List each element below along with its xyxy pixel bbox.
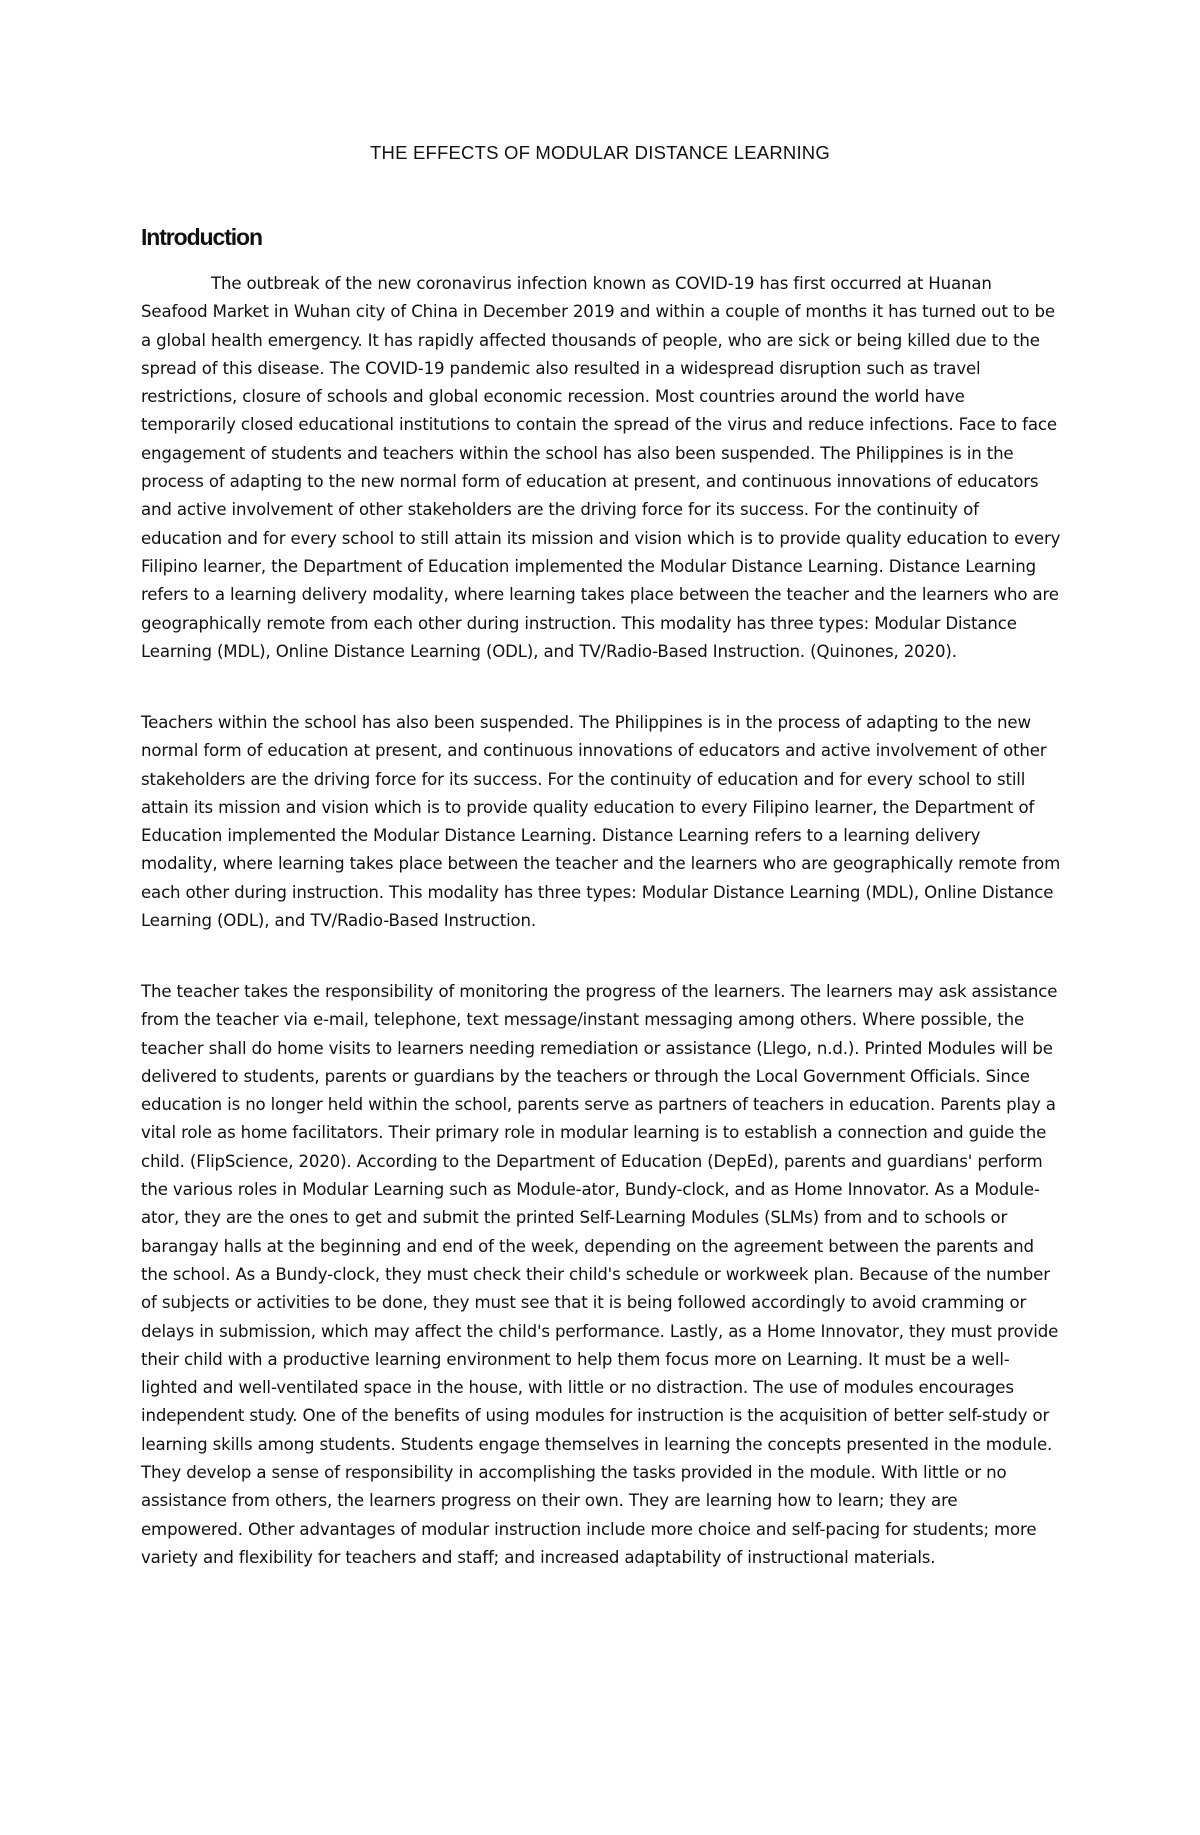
document-title: THE EFFECTS OF MODULAR DISTANCE LEARNING [370, 142, 830, 163]
paragraph-3: The teacher takes the responsibility of monitoring the progress of the learners. The learners may ask assistance from the teacher via e-mail, telephone, text message/instant messaging among others. Where possible, the teacher shall do home visits to learners needing remediation or assistance (Llego, n.d.). Printed Modules will be delivered to students, parents or guardians by the teachers or through the Local Government Officials. Since education is no longer held within the school, parents serve as partners of teachers in education. Parents play a vital role as home facilitators. Their primary role in modular learning is to establish a connection and guide the child. (FlipScience, 2020). According to the Department of Education (DepEd), parents and guardians' perform the various roles in Modular Learning such as Module-ator, Bundy-clock, and as Home Innovator. As a Module-ator, they are the ones to get and submit the printed Self-Learning Modules (SLMs) from and to schools or barangay halls at the beginning and end of the week, depending on the agreement between the parents and the school. As a Bundy-clock, they must check their child's schedule or workweek plan. Because of the number of subjects or activities to be done, they must see that it is being followed accordingly to avoid cramming or delays in submission, which may affect the child's performance. Lastly, as a Home Innovator, they must provide their child with a productive learning environment to help them focus more on Learning. It must be a well-lighted and well-ventilated space in the house, with little or no distraction. The use of modules encourages independent study. One of the benefits of using modules for instruction is the acquisition of better self-study or learning skills among students. Students engage themselves in learning the concepts presented in the module. They develop a sense of responsibility in accomplishing the tasks provided in the module. With little or no assistance from others, the learners progress on their own. They are learning how to learn; they are empowered. Other advantages of modular instruction include more choice and self-pacing for students; more variety and flexibility for teachers and staff; and increased adaptability of instructional materials. [141, 982, 1059, 1567]
section-heading-introduction: Introduction [141, 224, 262, 250]
paragraph-1: The outbreak of the new coronavirus infection known as COVID-19 has first occurred at Huanan Seafood Market in Wuhan city of China in December 2019 and within a couple of months it has turned out to be a global health emergency. It has rapidly affected thousands of people, who are sick or being killed due to the spread of this disease. The COVID-19 pandemic also resulted in a widespread disruption such as travel restrictions, closure of schools and global economic recession. Most countries around the world have temporarily closed educational institutions to contain the spread of the virus and reduce infections. Face to face engagement of students and teachers within the school has also been suspended. The Philippines is in the process of adapting to the new normal form of education at present, and continuous innovations of educators and active involvement of other stakeholders are the driving force for its success. For the continuity of education and for every school to still attain its mission and vision which is to provide quality education to every Filipino learner, the Department of Education implemented the Modular Distance Learning. Distance Learning refers to a learning delivery modality, where learning takes place between the teacher and the learners who are geographically remote from each other during instruction. This modality has three types: Modular Distance Learning (MDL), Online Distance Learning (ODL), and TV/Radio-Based Instruction. (Quinones, 2020). [141, 274, 1061, 661]
paragraph-2: Teachers within the school has also been suspended. The Philippines is in the process of adapting to the new normal form of education at present, and continuous innovations of educators and active involvement of other stakeholders are the driving force for its success. For the continuity of education and for every school to still attain its mission and vision which is to provide quality education to every Filipino learner, the Department of Education implemented the Modular Distance Learning. Distance Learning refers to a learning delivery modality, where learning takes place between the teacher and the learners who are geographically remote from each other during instruction. This modality has three types: Modular Distance Learning (MDL), Online Distance Learning (ODL), and TV/Radio-Based Instruction. [141, 713, 1061, 931]
